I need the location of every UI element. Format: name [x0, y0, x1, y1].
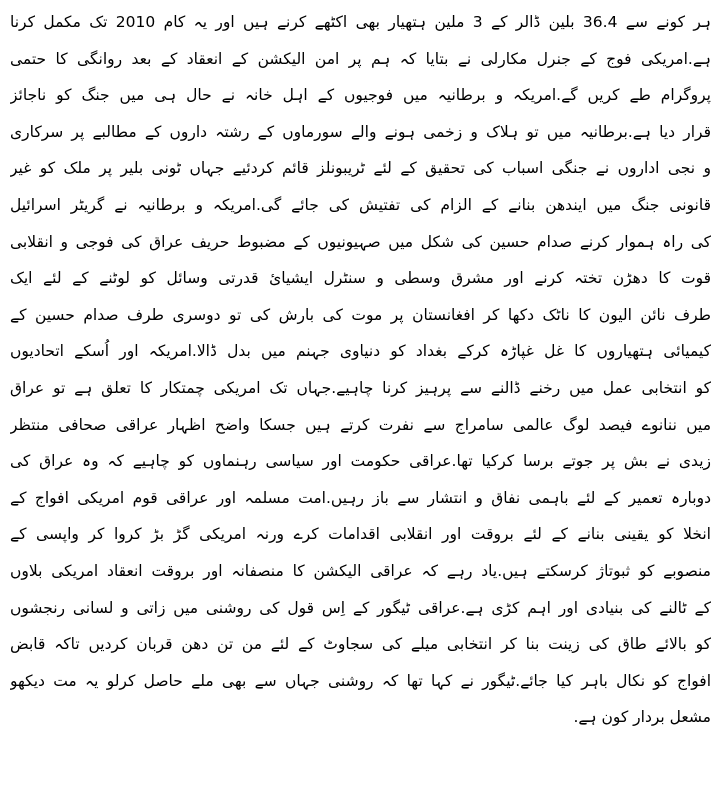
article-line: دوبارہ تعمیر کے لئے باہمی نفاق و انتشار سے باز رہیں.امت مسلمہ اور عراقی قوم امریکی افواج کے — [10, 488, 711, 507]
article-line: انخلا کو یقینی بنانے کے لئے بروقت اور انقلابی اقدامات کرے ورنہ امریکی گڑ بڑ کروا کر واپسی کے — [10, 525, 711, 544]
article-line: طرف نائن الیون کا ناٹک دکھا کر افغانستان پر موت کی بارش کی تو دوسری طرف صدام حسین کے — [10, 305, 711, 324]
article-line: قوت کا دھڑن تختہ کرنے اور مشرق وسطی و سنٹرل ایشیائ قدرتی وسائل کو لوٹنے کے لئے ایک — [10, 269, 711, 288]
article-line: و نجی اداروں نے جنگی اسباب کی تحقیق کے لئے ٹریبونلز قائم کردئیے جہاں ٹونی بلیر پر ملک کو غیر — [10, 159, 711, 178]
article-body — [10, 4, 711, 736]
article-line: مشعل بردار کون ہے. — [573, 708, 711, 727]
article-line: کو بالائے طاق کی زینت بنا کر انتخابی میلے کی سجاوٹ کے لئے من تن دھن قربان کردیں تاکہ قابض — [10, 635, 711, 654]
article-line: زیدی نے بش پر جوتے برسا کرکیا تھا.عراقی حکومت اور سیاسی رہنماوں کو چاہیے کہ وہ عراق کی — [10, 452, 711, 471]
article-line: کے ٹالنے کی بنیادی اور اہم کڑی ہے.عراقی ٹیگور کے اِس قول کی روشنی میں زاتی و لسانی رنجشوں — [10, 598, 711, 617]
article-line: میں ننانوے فیصد لوگ عالمی سامراج سے نفرت کرتے ہیں جسکا واضح اظہار عراقی صحافی منتظر — [10, 415, 711, 434]
article-line: قانونی جنگ میں ایندھن بنانے کے الزام کی تفتیش کی جائے گی.امریکہ و برطانیہ نے گریٹر اسرائیل — [10, 195, 711, 214]
article-line: ہر کونے سے 36.4 بلین ڈالر کے 3 ملین ہتھیار بھی اکٹھے کرنے ہیں اور یہ کام 2010 تک مکمل کرنا — [10, 13, 711, 31]
article-line: منصوبے کو ثبوتاژ کرسکتے ہیں.یاد رہے کہ عراقی الیکشن کا منصفانہ اور بروقت انعقاد امریکی بلاوں — [10, 561, 711, 580]
article-line: کیمیائی ہتھیاروں کا غل غپاڑہ کرکے بغداد کو دنیاوی جہنم میں بدل ڈالا.امریکہ اور اُسکے اتحادیوں — [10, 342, 711, 361]
article-line: قرار دیا ہے.برطانیہ میں تو ہلاک و زخمی ہونے والے سورماوں کے رشتہ داروں کے مطالبے پر سرکاری — [10, 122, 711, 141]
article-line: ہے.امریکی فوج کے جنرل مکارلی نے بتایا کہ ہم پر امن الیکشن کے انعقاد کے بعد روانگی کا حتمی — [10, 49, 711, 68]
article-line: افواج کو نکال باہر کیا جائے.ٹیگور نے کہا تھا کہ روشنی جہاں سے بھی ملے حاصل کرلو یہ مت دیکھو — [10, 671, 711, 690]
article-line: کو انتخابی عمل میں رخنے ڈالنے سے پرہیز کرنا چاہیے.جہاں تک امریکی چمتکار کا تعلق ہے تو عراق — [10, 378, 711, 397]
article-line: کی راہ ہموار کرنے صدام حسین کی شکل میں صہیونیوں کے مضبوط حریف عراق کی فوجی و انقلابی — [10, 232, 711, 251]
article-line: پروگرام طے کریں گے.امریکہ و برطانیہ میں فوجیوں کے اہل خانہ نے حال ہی میں جنگ کو ناجائز — [10, 86, 711, 105]
